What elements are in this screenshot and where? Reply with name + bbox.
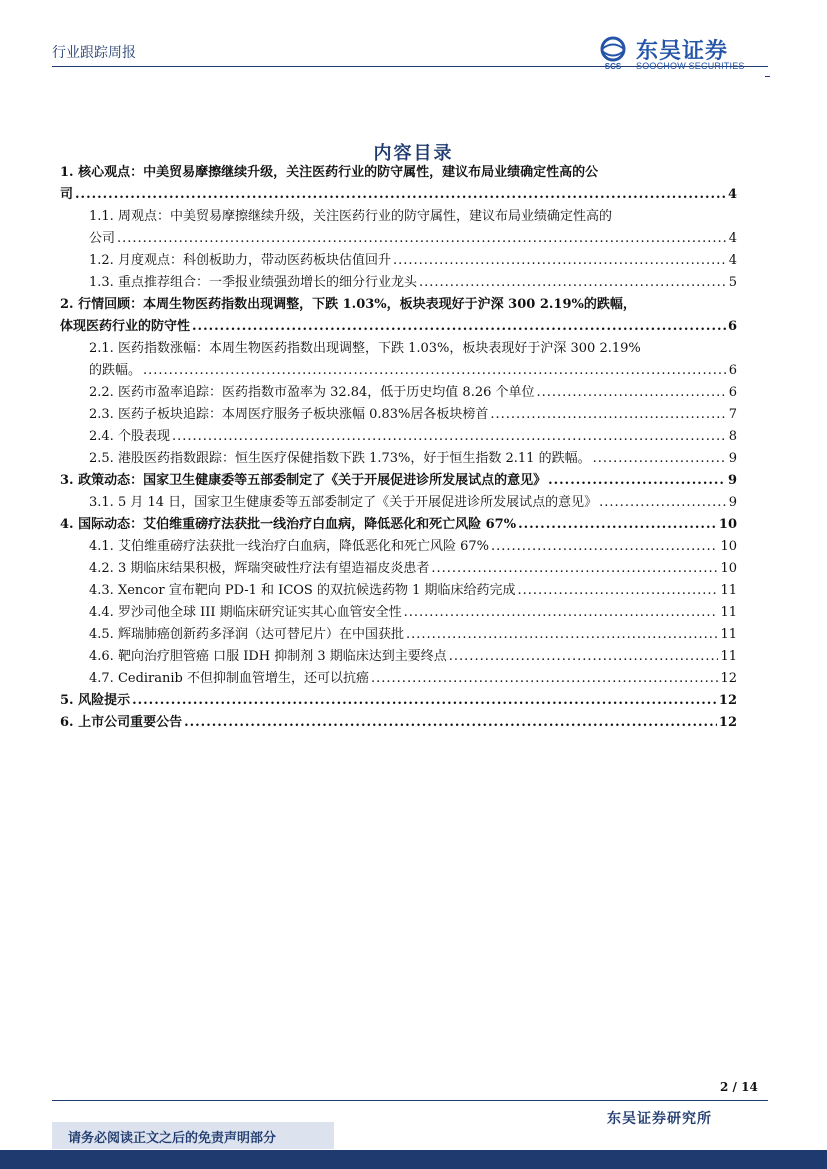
toc-page-number: 10: [720, 539, 737, 554]
toc-entry-2-3[interactable]: [89, 404, 737, 426]
toc-page-number: 11: [720, 583, 737, 598]
toc-entry-1-1[interactable]: [89, 206, 737, 250]
toc-page-number: 6: [728, 363, 737, 378]
toc-page-number: 11: [720, 627, 737, 642]
toc-entry-3-1[interactable]: [89, 492, 737, 514]
toc-page-number: 11: [720, 649, 737, 664]
toc-entry-text: 2.2. 医药市盈率追踪：医药指数市盈率为 32.84，低于历史均值 8.26 个单位: [89, 385, 535, 400]
toc-page-number: 9: [727, 473, 737, 488]
company-logo: [596, 36, 771, 72]
toc-page-number: 4: [728, 253, 737, 268]
toc-entry-text: 4.2. 3 期临床结果积极，辉瑞突破性疗法有望造福皮炎患者: [89, 561, 430, 576]
toc-entry-text-cont: 体现医药行业的防守性: [60, 319, 191, 334]
toc-entry-text: 4.5. 辉瑞肺癌创新药多泽润（达可替尼片）在中国获批: [89, 627, 404, 642]
toc-entry-text-cont: 司: [60, 187, 74, 202]
toc-page-number: 6: [728, 385, 737, 400]
toc-entry-4-4[interactable]: [89, 602, 737, 624]
toc-entry-4-7[interactable]: [89, 668, 737, 690]
toc-entry-text: 2.4. 个股表现: [89, 429, 170, 444]
toc-entry-2-5[interactable]: [89, 448, 737, 470]
toc-page-number: 6: [727, 319, 737, 334]
toc-entry-text: 4.7. Cediranib 不但抑制血管增生，还可以抗癌: [89, 671, 370, 686]
dot-leader: [593, 448, 727, 470]
logo-chinese-name: 东吴证券: [636, 39, 729, 64]
dot-leader: [491, 536, 718, 558]
dot-leader: [490, 404, 726, 426]
dot-leader: [75, 184, 726, 206]
toc-entry-text: 2.1. 医药指数涨幅：本周生物医药指数出现调整，下跌 1.03%，板块表现好于沪深 300 2.19%: [89, 341, 641, 356]
toc-page-number: 9: [728, 495, 737, 510]
footer-bar: [0, 1150, 827, 1169]
toc-entry-2-4[interactable]: [89, 426, 737, 448]
toc-page-number: 11: [720, 605, 737, 620]
dot-leader: [599, 492, 727, 514]
toc-entry-text: 3. 政策动态：国家卫生健康委等五部委制定了《关于开展促进诊所发展试点的意见》: [60, 473, 547, 488]
toc-entry-4-6[interactable]: [89, 646, 737, 668]
dot-leader: [406, 624, 719, 646]
toc-entry-text: 1. 核心观点：中美贸易摩擦继续升级，关注医药行业的防守属性，建议布局业绩确定性高的公: [60, 165, 599, 180]
dot-leader: [518, 580, 719, 602]
toc-entry-text-cont: 的跌幅。: [89, 363, 142, 378]
dot-leader: [184, 712, 717, 734]
toc-title: 内容目录: [373, 143, 454, 164]
toc-entry-text: 6. 上市公司重要公告: [60, 715, 183, 730]
toc-entry-text: 4.1. 艾伯维重磅疗法获批一线治疗白血病，降低恶化和死亡风险 67%: [89, 539, 489, 554]
toc-entry-1-3[interactable]: [89, 272, 737, 294]
dot-leader: [143, 360, 727, 382]
toc-entry-text: 2.3. 医药子板块追踪：本周医疗服务子板块涨幅 0.83%居各板块榜首: [89, 407, 489, 422]
toc-entry-text: 5. 风险提示: [60, 693, 131, 708]
toc-entry-4-3[interactable]: [89, 580, 737, 602]
toc-entry-4-1[interactable]: [89, 536, 737, 558]
toc-page-number: 5: [728, 275, 737, 290]
toc-entry-text-cont: 公司: [89, 231, 116, 246]
dot-leader: [117, 228, 727, 250]
toc-entry-3[interactable]: [60, 470, 737, 492]
logo-english-name: SOOCHOW SECURITIES: [636, 61, 745, 71]
logo-mark-icon: [596, 36, 630, 70]
toc-entry-text: 3.1. 5 月 14 日，国家卫生健康委等五部委制定了《关于开展促进诊所发展试点的意见》: [89, 495, 598, 510]
toc-page-number: 12: [718, 715, 737, 730]
toc-entry-2-1[interactable]: [89, 338, 737, 382]
toc-page-number: 12: [718, 693, 737, 708]
toc-entry-text: 1.3. 重点推荐组合：一季报业绩强劲增长的细分行业龙头: [89, 275, 417, 290]
toc-page-number: 4: [727, 187, 737, 202]
research-institute-name: 东吴证券研究所: [607, 1111, 712, 1127]
toc-entry-text: 4.4. 罗沙司他全球 III 期临床研究证实其心血管安全性: [89, 605, 402, 620]
toc-entry-text: 4. 国际动态：艾伯维重磅疗法获批一线治疗白血病，降低恶化和死亡风险 67%: [60, 517, 517, 532]
toc-page-number: 7: [728, 407, 737, 422]
footer-divider: [52, 1100, 768, 1101]
toc-entry-6[interactable]: [60, 712, 737, 734]
toc-entry-text: 2. 行情回顾：本周生物医药指数出现调整，下跌 1.03%，板块表现好于沪深 300 2.19%的跌幅，: [60, 297, 636, 312]
toc-entry-4-2[interactable]: [89, 558, 737, 580]
toc-entry-5[interactable]: [60, 690, 737, 712]
dot-leader: [393, 250, 727, 272]
report-type-label: 行业跟踪周报: [52, 45, 136, 61]
dot-leader: [518, 514, 717, 536]
dot-leader: [431, 558, 718, 580]
dot-leader: [192, 316, 726, 338]
dot-leader: [404, 602, 719, 624]
toc-page-number: 8: [728, 429, 737, 444]
toc-entry-4[interactable]: [60, 514, 737, 536]
dot-leader: [132, 690, 717, 712]
dot-leader: [449, 646, 719, 668]
dot-leader: [371, 668, 718, 690]
dot-leader: [172, 426, 727, 448]
toc-entry-text: 4.6. 靶向治疗胆管癌 口服 IDH 抑制剂 3 期临床达到主要终点: [89, 649, 447, 664]
toc-page-number: 12: [720, 671, 737, 686]
logo-badge-text: SCS: [604, 62, 622, 70]
dot-leader: [419, 272, 727, 294]
toc-entry-text: 1.1. 周观点：中美贸易摩擦继续升级，关注医药行业的防守属性，建议布局业绩确定性高的: [89, 209, 612, 224]
dot-leader: [537, 382, 727, 404]
toc-page-number: 10: [720, 561, 737, 576]
toc-page-number: 4: [728, 231, 737, 246]
toc-entry-text: 4.3. Xencor 宣布靶向 PD-1 和 ICOS 的双抗候选药物 1 期临床给药完成: [89, 583, 516, 598]
toc-page-number: 10: [718, 517, 737, 532]
toc-entry-1-2[interactable]: [89, 250, 737, 272]
toc-entry-text: 2.5. 港股医药指数跟踪：恒生医疗保健指数下跌 1.73%，好于恒生指数 2.11 的跌幅。: [89, 451, 591, 466]
toc-entry-1[interactable]: [60, 162, 737, 206]
dot-leader: [548, 470, 726, 492]
toc-entry-2[interactable]: [60, 294, 737, 338]
header-tick: [765, 76, 770, 77]
toc-entry-4-5[interactable]: [89, 624, 737, 646]
toc-page-number: 9: [728, 451, 737, 466]
disclaimer-note: 请务必阅读正文之后的免责声明部分: [68, 1131, 277, 1146]
table-of-contents: [60, 162, 737, 734]
page-indicator: 2 / 14: [720, 1080, 758, 1094]
toc-entry-2-2[interactable]: [89, 382, 737, 404]
toc-entry-text: 1.2. 月度观点：科创板助力，带动医药板块估值回升: [89, 253, 391, 268]
